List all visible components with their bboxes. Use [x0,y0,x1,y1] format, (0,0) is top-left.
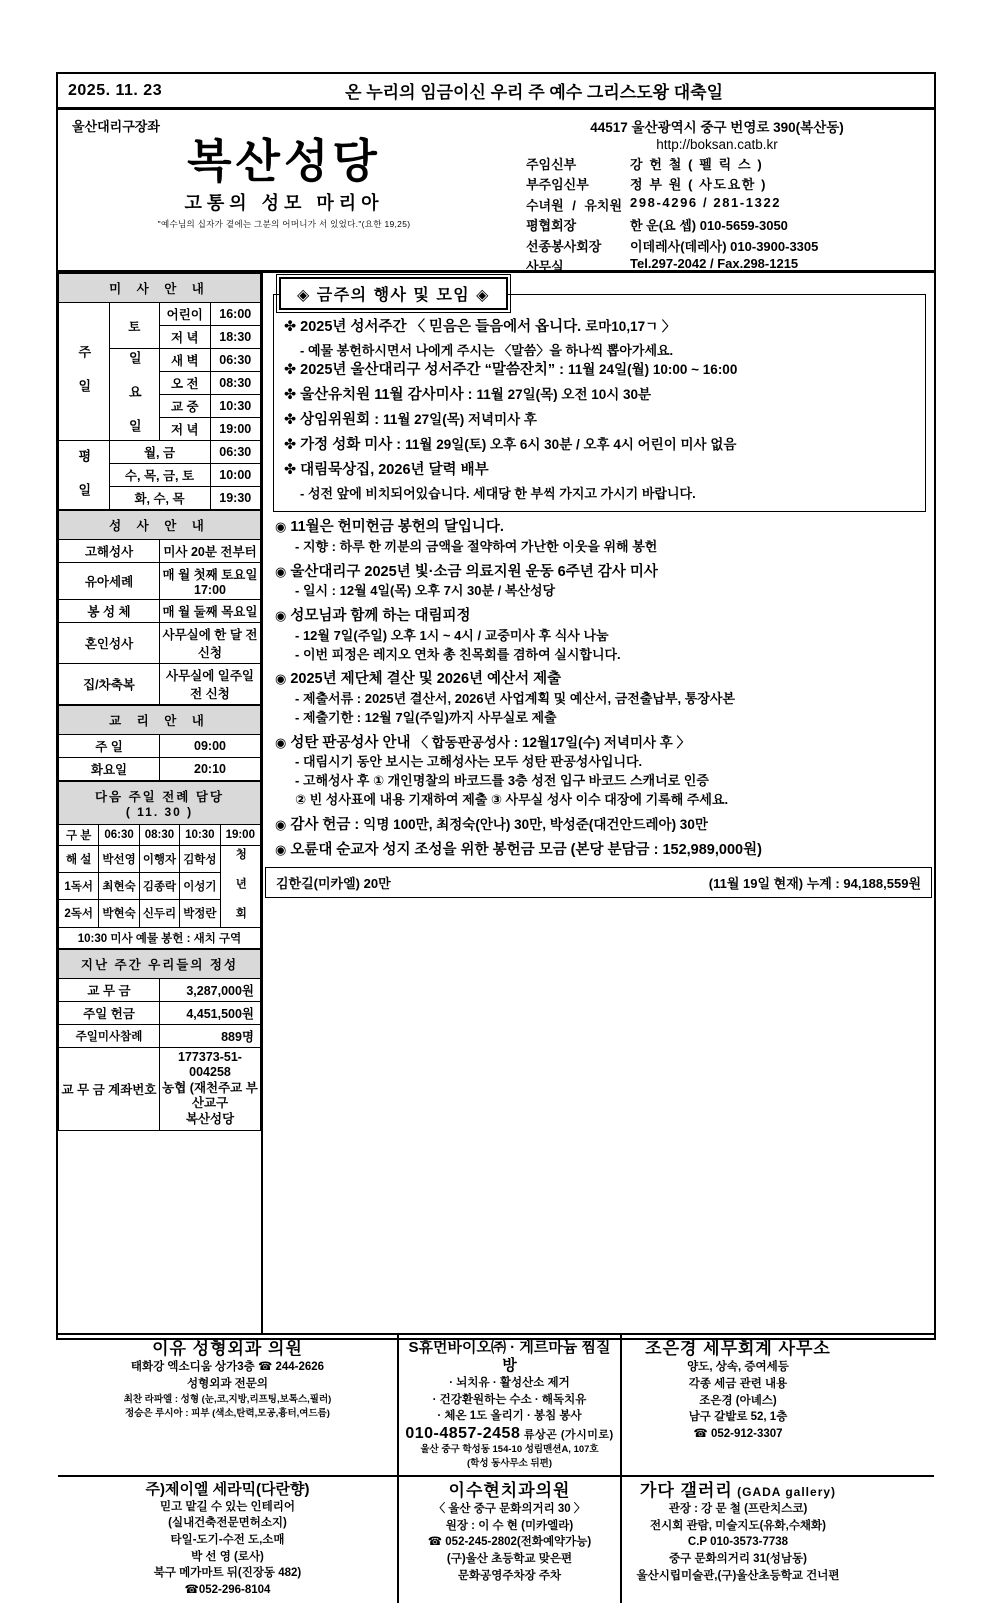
contact-label: 사무실 [526,259,564,274]
saturday-label: 토 [109,303,160,349]
contact-label: 주임신부 [526,156,577,172]
event-detail: 11월 24일(월) 10:00 ~ 16:00 [567,362,738,378]
contact-row [510,154,924,173]
ad-line: 박 선 영 (로사) [191,1550,264,1563]
contact-list [510,154,924,276]
ad-row [58,1477,934,1603]
ad-jl-ceramic[interactable] [58,1477,399,1603]
circle-bullet-icon: ◉ [275,671,287,687]
contact-row [510,215,924,234]
ad-line: 조은경 (아녜스) [699,1394,777,1407]
ad-line: 원장 : 이 수 현 (미카엘라) [445,1519,574,1532]
notice-item [275,607,924,664]
donation-total: (11월 19일 현재) 누계 : 94,188,559원 [708,875,921,891]
notice-heading-text: 성탄 판공성사 안내 [290,734,415,751]
offering-value: 4,451,500원 [160,1001,261,1024]
duty-person: 박현숙 [99,900,139,927]
notice-heading-detail: 익명 100만, 최정숙(안나) 30만, 박성준(대건안드레아) 30만 [363,816,708,832]
notice-heading [275,816,924,836]
sacrament-value: 매 월 둘째 목요일 [160,600,261,623]
duty-person: 최현숙 [99,873,139,900]
notice-heading [275,607,924,627]
ad-title: 이유 성형외과 의원 [152,1339,303,1358]
notice-subtext: - 이번 피정은 레지오 연차 총 친목회를 겸하여 실시합니다. [295,646,621,662]
contact-value: 한 운(요 셉) 010-5659-3050 [630,218,788,233]
event-item [284,410,917,430]
events-title: ◈ 금주의 행사 및 모임 ◈ [279,277,508,310]
duty-person: 이성기 [180,873,220,900]
circle-bullet-icon: ◉ [275,734,287,750]
sacrament-name: 혼인성사 [59,623,160,664]
contact-label: 선종봉사회장 [526,238,602,254]
contact-row [510,195,924,214]
event-text: 울산유치원 11월 감사미사 : [300,387,477,404]
offering-name: 주일미사참례 [59,1024,160,1047]
ad-line: 북구 메가마트 뒤(진장동 482) [153,1567,302,1580]
ad-line: · 건강환원하는 수소 · 해독치유 [432,1393,587,1406]
ad-title: 조은경 세무회계 사무소 [645,1339,831,1358]
contact-label: 수녀원 / 유치원 [526,197,622,213]
mass-name: 오 전 [160,372,211,395]
contact-label: 부주임신부 [526,177,589,192]
ad-footer-line: 울산 중구 학성동 154-10 성림맨션A, 107호 [420,1444,599,1456]
weekday-label: 평 일 [59,441,110,510]
duty-person: 박선영 [99,846,139,873]
donation-summary-box [265,867,932,898]
mass-time: 06:30 [210,349,261,372]
mass-time: 16:00 [210,303,261,326]
notice-subtext: - 제출서류 : 2025년 결산서, 2026년 사업계획 및 예산서, 금전출납부, 통장사본 [295,691,735,706]
circle-bullet-icon: ◉ [275,842,287,858]
weekday-days: 월, 금 [109,441,210,464]
event-item [284,435,917,455]
circle-bullet-icon: ◉ [275,519,287,535]
notice-heading-text: 울산대리구 2025년 빛·소금 의료지원 운동 6주년 감사 미사 [290,563,658,580]
duty-person: 신두리 [139,900,179,927]
event-detail: 11월 29일(토) 오후 6시 30분 / 오후 4시 어린이 미사 없음 [405,437,737,453]
ad-line: (구)울산 초등학교 맞은편 [446,1552,573,1565]
sacrament-value: 사무실에 한 달 전 신청 [160,623,261,664]
weekday-time: 10:00 [210,464,261,487]
notice-heading [275,670,924,690]
notice-item [275,734,924,810]
duty-col-header: 19:00 [220,825,260,846]
diamond-bullet-icon: ✤ [284,437,297,454]
notice-item [275,816,924,836]
right-column [263,273,934,1333]
notice-subtext: - 일시 : 12월 4일(목) 오후 7시 30분 / 복산성당 [295,583,556,599]
header-bar [58,74,934,110]
ad-line: 각종 세금 관련 내용 [688,1378,788,1391]
sacrament-value: 미사 20분 전부터 [160,540,261,563]
vicariate-label: 울산대리구장좌 [72,119,160,134]
offering-name: 교 무 금 [59,978,160,1001]
event-subtext: - 성전 앞에 비치되어있습니다. 세대당 한 부씩 가지고 가시기 바랍니다. [300,486,696,502]
mass-name: 교 중 [160,395,211,418]
church-logo: 복산성당 [187,134,381,188]
ad-line: 중구 문화의거리 31(성남동) [669,1552,807,1565]
diamond-bullet-icon: ✤ [284,412,297,429]
offering-name: 주일 헌금 [59,1001,160,1024]
ad-footer-line: (학성 동사무소 뒤편) [466,1457,553,1469]
notice-subtext: ② 빈 성사표에 내용 기재하여 제출 ③ 사무실 성사 이수 대장에 기록해 주세요. [295,791,729,807]
ad-line: 태화강 엑소디움 상가3층 ☎ 244-2626 [130,1361,325,1374]
ad-line: 문화공영주차장 주차 [457,1569,562,1582]
ad-line: (실내건축전문면허소지) [168,1517,287,1530]
ad-title: 주)제이엘 세라믹(다란향) [145,1480,310,1498]
mass-time: 19:00 [210,418,261,441]
contact-label: 평협회장 [526,218,577,233]
ad-title: 가다 갤러리 (GADA gallery) [639,1480,837,1500]
feast-title: 온 누리의 임금이신 우리 주 예수 그리스도왕 대축일 [345,83,724,102]
events-box [273,294,926,512]
duty-col-header: 08:30 [139,825,179,846]
event-item [284,317,917,337]
contact-value: Tel.297-2042 / Fax.298-1215 [630,256,799,271]
circle-bullet-icon: ◉ [275,816,287,832]
weekday-days: 수, 목, 금, 토 [109,464,210,487]
diamond-bullet-icon: ✤ [284,362,297,379]
ad-title-suffix: (GADA gallery) [732,1484,837,1499]
event-text: 가정 성화 미사 : [300,437,406,454]
ad-line: 양도, 상속, 증여세등 [687,1361,789,1374]
catechism-name: 주 일 [59,735,160,758]
bulletin-frame [56,72,936,1596]
sacrament-name: 집/차축복 [59,664,160,705]
ad-line: 정승은 루시아 : 피부 (색소,탄력,모공,흉터,여드름) [125,1407,330,1419]
ad-phone[interactable]: 010-4857-2458 류상곤 (가시미로) [405,1425,614,1443]
duty-person: 김종락 [139,873,179,900]
mass-name: 어린이 [160,303,211,326]
contact-value: 강 헌 철 ( 펠 릭 스 ) [630,156,764,172]
notice-subtext: - 지향 : 하루 한 끼분의 금액을 절약하여 가난한 이웃을 위해 봉헌 [295,538,658,554]
duty-person: 김학성 [180,846,220,873]
catechism-name: 화요일 [59,758,160,781]
contact-value: 298-4296 / 281-1322 [630,194,782,210]
masthead [58,110,934,273]
event-item [284,385,917,405]
sacrament-table [58,510,261,705]
ad-line: ☎052-296-8104 [184,1583,271,1596]
mass-name: 새 벽 [160,349,211,372]
notice-heading-text: 감사 헌금 : [290,816,364,833]
donor-name: 김한길(미카엘) 20만 [276,875,391,891]
mass-time: 10:30 [210,395,261,418]
ad-jo-eun-gyeong-tax[interactable] [622,1335,854,1475]
account-number: 177373-51-004258 농협 (재천주교 부산교구 복산성당 [160,1047,261,1130]
circle-bullet-icon: ◉ [275,563,287,579]
ad-iyu-plastic-surgery[interactable] [58,1335,399,1475]
catechism-table-title: 교 리 안 내 [59,706,261,735]
contact-value: 이데레사(데레사) 010-3900-3305 [630,238,819,254]
duty-footer: 10:30 미사 예물 봉헌 : 새치 구역 [59,927,261,948]
ad-line: 남구 갈밭로 52, 1층 [688,1411,788,1424]
offering-value: 889명 [160,1024,261,1047]
weekday-time: 06:30 [210,441,261,464]
advertisements [58,1333,934,1603]
church-website[interactable]: http://boksan.catb.kr [656,137,778,152]
ad-line: 믿고 맡길 수 있는 인테리어 [160,1500,295,1513]
ad-row [58,1335,934,1477]
duty-col-header: 10:30 [180,825,220,846]
diamond-bullet-icon: ✤ [284,319,297,335]
duty-table [58,781,261,949]
bulletin-date: 2025. 11. 23 [68,81,163,99]
body [58,273,934,1333]
ad-lee-soo-hyun-dental[interactable] [399,1477,622,1603]
contact-row [510,236,924,255]
offering-table [58,949,261,1131]
notice-subtext: - 12월 7일(주일) 오후 1시 ~ 4시 / 교중미사 후 식사 나눔 [295,627,609,643]
circle-bullet-icon: ◉ [275,608,287,624]
event-text: 상임위원회 : [300,412,384,429]
mass-time: 08:30 [210,372,261,395]
church-address: 44517 울산광역시 중구 번영로 390(복산동) [590,120,844,135]
duty-role: 1독서 [59,873,99,900]
scripture-verse: "예수님의 십자가 곁에는 그분의 어머니가 서 있었다."(요한 19,25) [157,219,411,230]
ad-title: S휴먼바이오㈜ · 게르마늄 찜질방 [408,1339,611,1374]
events-section [263,273,934,512]
duty-person: 이행자 [139,846,179,873]
ad-line: C.P 010-3573-7738 [687,1536,789,1549]
notice-heading-text: 2025년 제단체 결산 및 2026년 예산서 제출 [290,671,562,688]
ad-line: ☎ 052-912-3307 [693,1428,783,1441]
notice-subtext: - 대림시기 동안 보시는 고해성사는 모두 성탄 판공성사입니다. [295,754,643,770]
account-label: 교 무 금 계좌번호 [59,1047,160,1130]
weekday-time: 19:30 [210,487,261,510]
event-item [284,360,917,380]
sacrament-table-title: 성 사 안 내 [59,511,261,540]
mass-name: 저 녁 [160,418,211,441]
sacrament-name: 유아세례 [59,563,160,600]
sunday-label: 주 일 [59,303,110,441]
notice-item [275,841,924,861]
masthead-left [58,110,510,270]
notices-list [263,512,934,861]
ad-s-human-bio[interactable] [399,1335,622,1475]
sunday-day-label: 일 요 일 [109,349,160,441]
mass-schedule-table [58,273,261,510]
left-column [58,273,263,1333]
mass-time: 18:30 [210,326,261,349]
notice-subtext: - 고해성사 후 ① 개인명찰의 바코드를 3층 성전 입구 바코드 스캐너로 인증 [295,773,709,789]
ad-line: 관장 : 강 문 철 (프란치스코) [668,1502,808,1515]
ad-line: 울산시립미술관,(구)울산초등학교 건너편 [636,1569,840,1582]
duty-table-title: 다음 주일 전례 담당 ( 11. 30 ) [59,782,261,825]
notice-heading [275,563,924,583]
catechism-value: 09:00 [160,735,261,758]
mass-table-title: 미 사 안 내 [59,274,261,303]
event-text: 2025년 울산대리구 성서주간 “말씀잔치” : [300,362,568,379]
duty-role: 2독서 [59,900,99,927]
diamond-bullet-icon: ✤ [284,387,297,404]
event-subtext: - 예물 봉헌하시면서 나에게 주시는 〈말씀〉을 하나씩 뽑아가세요. [300,343,674,358]
offering-table-title: 지난 주간 우리들의 정성 [59,949,261,978]
sacrament-value: 사무실에 일주일 전 신청 [160,664,261,705]
notice-item [275,670,924,727]
offering-value: 3,287,000원 [160,978,261,1001]
ad-line: ☎ 052-245-2802(전화예약가능) [427,1536,592,1549]
ad-phone-suffix: 류상곤 (가시미로) [520,1429,614,1442]
contact-value: 정 부 원 ( 사도요한 ) [630,177,768,192]
ad-line: 전시회 관람, 미술지도(유화,수채화) [650,1519,826,1532]
notice-heading-text: 오륜대 순교자 성지 조성을 위한 봉헌금 모금 (본당 분담금 : 152,989,000원) [290,842,762,859]
notice-item [275,563,924,601]
duty-role: 해 설 [59,846,99,873]
notice-heading-detail: 〈 합동판공성사 : 12월17일(수) 저녁미사 후 〉 [414,734,691,750]
ad-line: 〈 울산 중구 문화의거리 30 〉 [433,1502,586,1515]
ad-line: 최찬 라파엘 : 성형 (눈,코,지방,리프팅,보톡스,필러) [123,1393,332,1405]
ad-line: · 체온 1도 올리기 · 봉침 봉사 [437,1410,582,1423]
event-text: 대림묵상집, 2026년 달력 배부 [300,462,489,479]
ad-title: 이수현치과의원 [448,1480,571,1500]
notice-heading [275,841,924,861]
event-detail: 로마10,17ㄱ 〉 [585,319,676,334]
notice-subtext: - 제출기한 : 12월 7일(주일)까지 사무실로 제출 [295,709,557,725]
notice-heading [275,518,924,538]
event-detail: 11월 27일(목) 오전 10시 30분 [476,387,652,403]
duty-col-header: 06:30 [99,825,139,846]
duty-col-header: 구 분 [59,825,99,846]
notice-item [275,518,924,556]
ad-gada-gallery[interactable] [622,1477,854,1603]
event-item [284,460,917,480]
ad-line: 성형외과 전문의 [187,1378,268,1391]
ad-line: · 뇌치유 · 활성산소 제거 [449,1377,570,1389]
patron-name: 고통의 성모 마리아 [184,193,384,214]
ad-line: 타일-도기-수전 도,소매 [170,1533,285,1546]
catechism-table [58,705,261,781]
diamond-bullet-icon: ✤ [284,462,297,479]
event-text: 2025년 성서주간 〈 믿음은 들음에서 옵니다. [300,319,586,335]
masthead-right [510,110,934,274]
notice-heading-text: 11월은 헌미헌금 봉헌의 달입니다. [290,519,504,536]
weekday-days: 화, 수, 목 [109,487,210,510]
event-detail: 11월 27일(목) 저녁미사 후 [383,412,537,428]
catechism-value: 20:10 [160,758,261,781]
contact-row [510,174,924,193]
mass-name: 저 녁 [160,326,211,349]
sacrament-value: 매 월 첫째 토요일 17:00 [160,563,261,600]
notice-heading [275,734,924,754]
duty-person: 박정란 [180,900,220,927]
sacrament-name: 고해성사 [59,540,160,563]
notice-heading-text: 성모님과 함께 하는 대림피정 [290,608,471,625]
youth-group-label: 청 년 회 [220,846,260,928]
sacrament-name: 봉 성 체 [59,600,160,623]
